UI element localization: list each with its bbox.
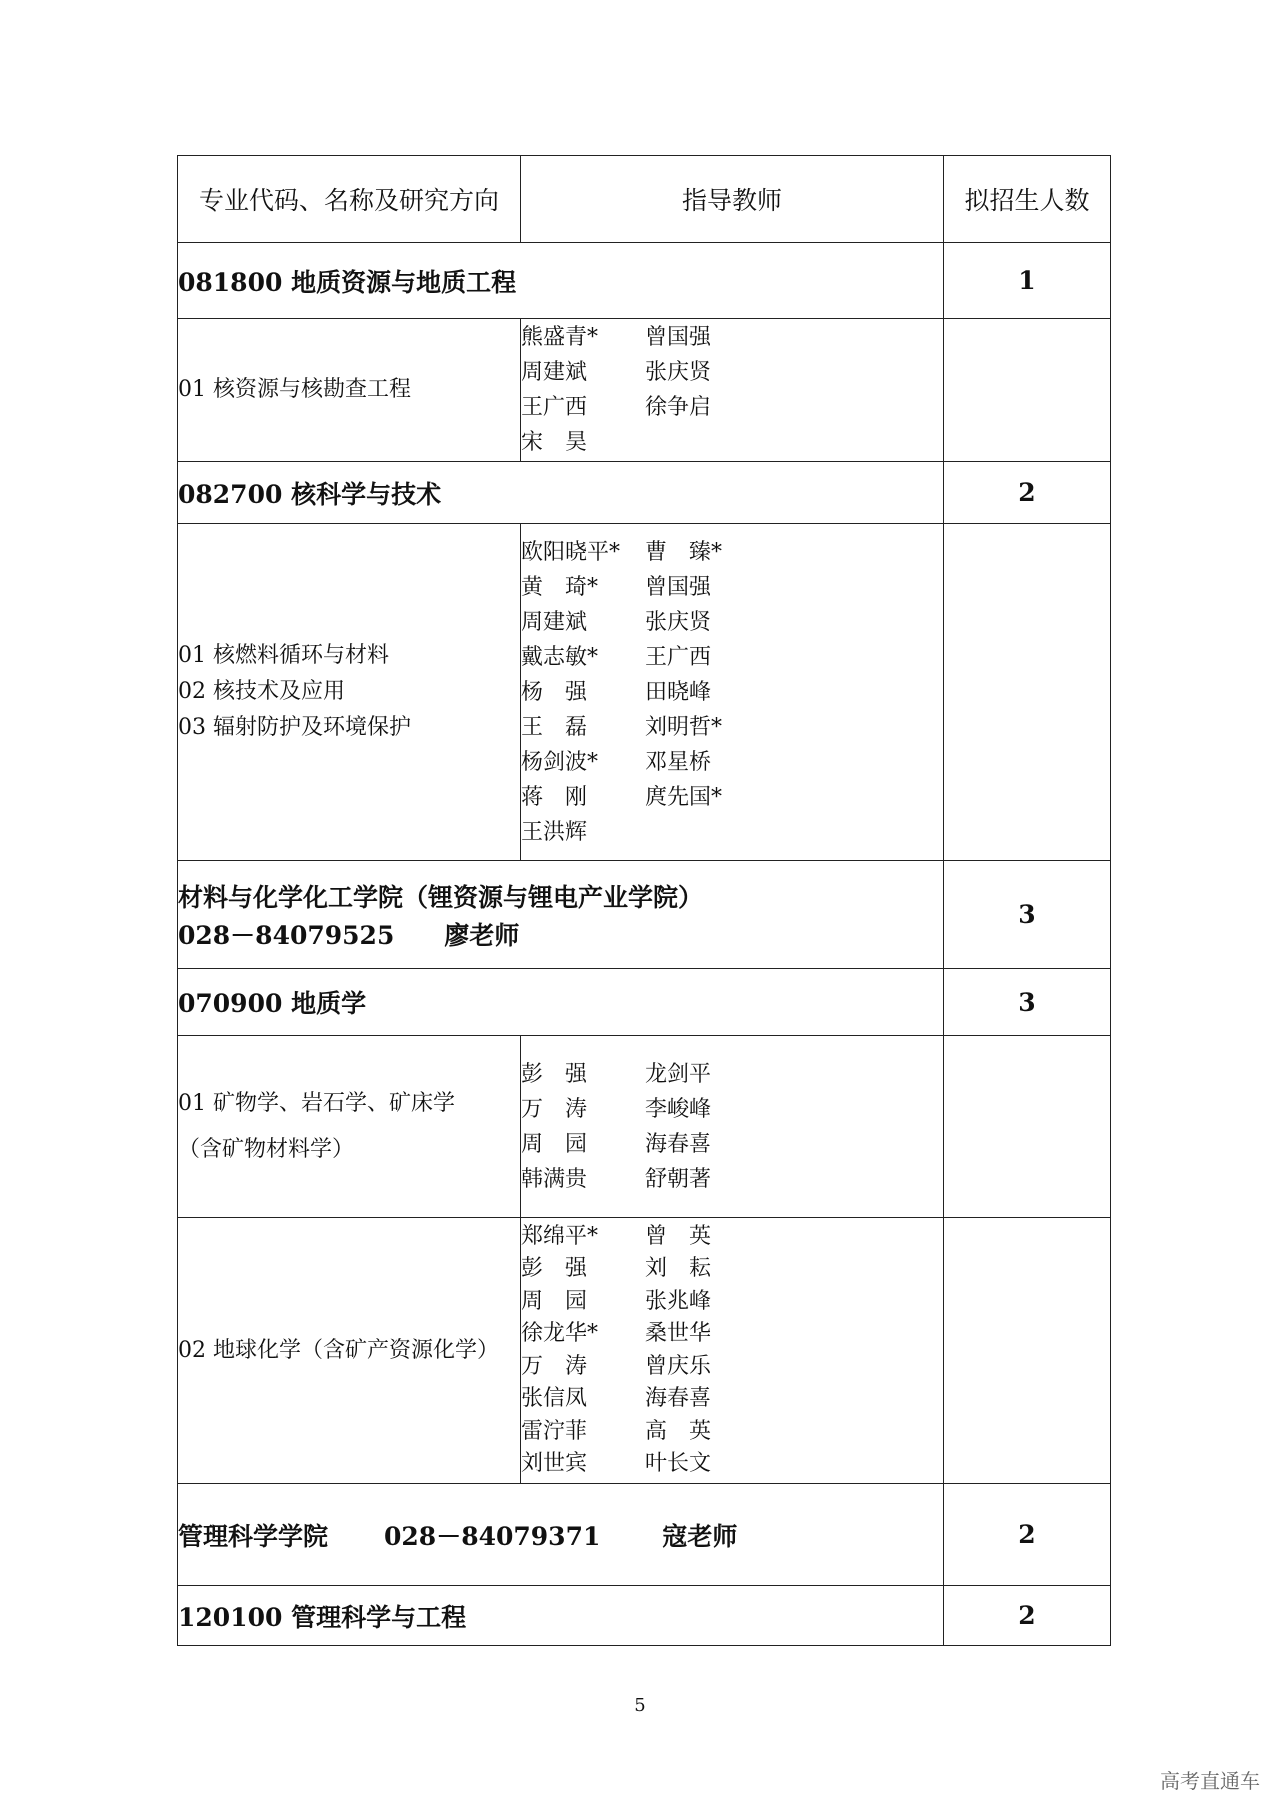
teacher-name: 彭 强 — [521, 1061, 588, 1087]
teacher-pair — [521, 675, 943, 710]
teacher-name: 海春喜 — [645, 1386, 712, 1411]
teacher-name: 舒朝著 — [645, 1166, 712, 1192]
teacher-name: 邓星桥 — [645, 749, 712, 775]
teacher-pair — [521, 1057, 943, 1092]
teacher-name: 桑世华 — [645, 1321, 712, 1346]
enroll-count: 3 — [944, 861, 1111, 969]
header-teachers: 指导教师 — [521, 156, 944, 243]
direction-list — [178, 319, 521, 462]
college-info — [178, 1484, 944, 1586]
teacher-list — [521, 1218, 944, 1484]
teacher-pair — [521, 745, 943, 780]
teacher-name: 王广西 — [645, 644, 712, 670]
teacher-name: 曾国强 — [645, 325, 712, 350]
direction-row — [178, 524, 1111, 861]
teacher-pair — [521, 710, 943, 745]
major-row — [178, 462, 1111, 524]
teacher-name: 黄 琦* — [521, 574, 599, 600]
teacher-name: 田晓峰 — [645, 679, 712, 705]
direction-item: 02 核技术及应用 — [178, 679, 345, 704]
teacher-list — [521, 524, 944, 861]
teacher-name: 欧阳晓平* — [521, 539, 621, 565]
teacher-pair — [521, 1221, 943, 1254]
teacher-pair — [521, 1416, 943, 1449]
teacher-pair — [521, 815, 943, 850]
teacher-name: 万 涛 — [521, 1353, 588, 1379]
empty-count-cell — [944, 524, 1111, 861]
teacher-name: 李峻峰 — [645, 1096, 712, 1122]
direction-row — [178, 1218, 1111, 1484]
teacher-name: 张兆峰 — [645, 1288, 712, 1314]
header-major: 专业代码、名称及研究方向 — [178, 156, 521, 243]
teacher-name: 刘 耘 — [645, 1256, 712, 1281]
direction-item: 01 矿物学、岩石学、矿床学 — [178, 1090, 455, 1116]
major-row — [178, 243, 1111, 319]
college-info — [178, 861, 944, 969]
teacher-name: 曾庆乐 — [645, 1353, 712, 1379]
teacher-list — [521, 1036, 944, 1218]
teacher-pair — [521, 780, 943, 815]
teacher-name: 徐争启 — [645, 395, 712, 420]
teacher-name: 张庆贤 — [645, 609, 712, 635]
teacher-name: 周 园 — [521, 1288, 588, 1314]
teacher-pair — [521, 640, 943, 675]
direction-row — [178, 1036, 1111, 1218]
teacher-name: 刘世宾 — [521, 1451, 588, 1476]
teacher-list — [521, 319, 944, 462]
teacher-name: 王 磊 — [521, 714, 588, 740]
teacher-pair — [521, 425, 943, 460]
teacher-name: 彭 强 — [521, 1256, 588, 1281]
teacher-pair — [521, 1253, 943, 1286]
direction-list — [178, 1036, 521, 1218]
teacher-pair — [521, 1286, 943, 1319]
enroll-count: 2 — [944, 1484, 1111, 1586]
teacher-name: 曾国强 — [645, 574, 712, 600]
teacher-pair — [521, 570, 943, 605]
teacher-name: 周 园 — [521, 1131, 588, 1157]
teacher-name: 万 涛 — [521, 1096, 588, 1122]
teacher-name: 宋 昊 — [521, 430, 588, 455]
teacher-name: 刘明哲* — [645, 714, 723, 740]
teacher-pair — [521, 1318, 943, 1351]
college-contact-line — [178, 916, 943, 952]
watermark: 高考直通车 — [1160, 1769, 1260, 1793]
teacher-pair — [521, 390, 943, 425]
major-name: 070900 地质学 — [178, 969, 944, 1036]
direction-item: 01 核资源与核勘查工程 — [178, 377, 411, 402]
teacher-name: 熊盛青* — [521, 325, 599, 350]
teacher-name: 郑绵平* — [521, 1223, 599, 1249]
major-name: 081800 地质资源与地质工程 — [178, 243, 944, 319]
teacher-name: 徐龙华* — [521, 1321, 599, 1346]
enroll-count: 3 — [944, 969, 1111, 1036]
teacher-pair — [521, 535, 943, 570]
major-row — [178, 1586, 1111, 1646]
teacher-name: 王洪辉 — [521, 819, 588, 845]
teacher-name: 蒋 刚 — [521, 784, 588, 810]
college-contact: 廖老师 — [444, 920, 520, 950]
major-name: 120100 管理科学与工程 — [178, 1586, 944, 1646]
enroll-count: 1 — [944, 243, 1111, 319]
teacher-name: 戴志敏* — [521, 644, 599, 670]
teacher-name: 龙剑平 — [645, 1061, 712, 1087]
teacher-name: 王广西 — [521, 395, 588, 420]
direction-list — [178, 524, 521, 861]
page-number: 5 — [634, 1695, 646, 1716]
teacher-pair — [521, 1351, 943, 1384]
college-phone: 028－84079371 — [384, 1521, 601, 1551]
enroll-count: 2 — [944, 462, 1111, 524]
teacher-pair — [521, 1092, 943, 1127]
teacher-name: 周建斌 — [521, 360, 588, 385]
table-header-row — [178, 156, 1111, 243]
teacher-name: 杨 强 — [521, 679, 588, 705]
teacher-name: 庹先国* — [645, 784, 723, 810]
teacher-pair — [521, 1127, 943, 1162]
direction-list — [178, 1218, 521, 1484]
teacher-name: 高 英 — [645, 1418, 712, 1444]
enrollment-table — [177, 155, 1111, 1646]
teacher-pair — [521, 320, 943, 355]
college-phone: 028－84079525 — [178, 920, 395, 950]
major-row — [178, 969, 1111, 1036]
teacher-pair — [521, 355, 943, 390]
direction-item: 03 辐射防护及环境保护 — [178, 715, 411, 740]
major-name: 082700 核科学与技术 — [178, 462, 944, 524]
college-name: 材料与化学化工学院（锂资源与锂电产业学院） — [178, 882, 704, 912]
teacher-name: 叶长文 — [645, 1451, 712, 1476]
direction-item: 01 核燃料循环与材料 — [178, 643, 389, 668]
college-row — [178, 861, 1111, 969]
college-name: 管理科学学院 — [178, 1521, 329, 1551]
teacher-pair — [521, 1162, 943, 1197]
header-count: 拟招生人数 — [944, 156, 1111, 243]
college-contact: 寇老师 — [662, 1521, 738, 1551]
empty-count-cell — [944, 1218, 1111, 1484]
teacher-name: 曹 臻* — [645, 539, 723, 565]
direction-item-sub: （含矿物材料学） — [178, 1136, 355, 1162]
teacher-pair — [521, 1448, 943, 1481]
college-row — [178, 1484, 1111, 1586]
teacher-pair — [521, 605, 943, 640]
teacher-name: 曾 英 — [645, 1223, 712, 1249]
direction-row — [178, 319, 1111, 462]
direction-item: 02 地球化学（含矿产资源化学） — [178, 1337, 499, 1363]
teacher-name: 韩满贵 — [521, 1166, 588, 1192]
enroll-count: 2 — [944, 1586, 1111, 1646]
teacher-name: 张庆贤 — [645, 360, 712, 385]
empty-count-cell — [944, 1036, 1111, 1218]
teacher-name: 周建斌 — [521, 609, 588, 635]
teacher-name: 雷泞菲 — [521, 1418, 588, 1444]
teacher-pair — [521, 1383, 943, 1416]
teacher-name: 杨剑波* — [521, 749, 599, 775]
empty-count-cell — [944, 319, 1111, 462]
teacher-name: 海春喜 — [645, 1131, 712, 1157]
teacher-name: 张信凤 — [521, 1386, 588, 1411]
